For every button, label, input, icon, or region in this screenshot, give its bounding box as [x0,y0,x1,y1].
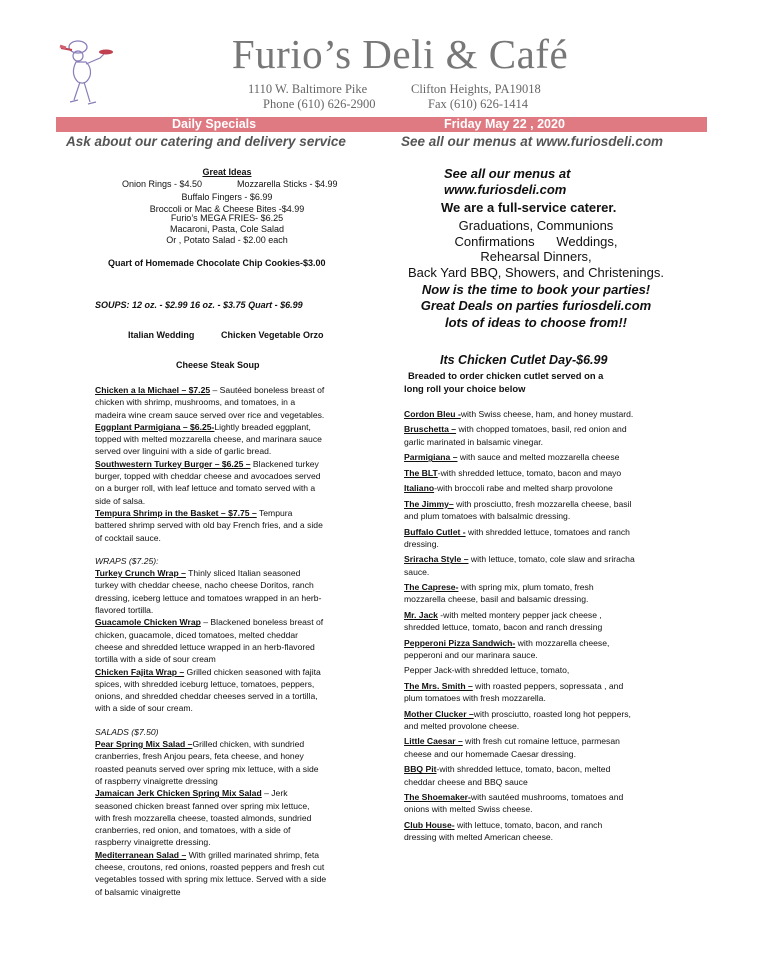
description-line [95,495,365,507]
item-text: plum tomatoes with fresh mozzarella. [404,693,546,704]
description-line [404,593,684,605]
cutlet-option [404,423,684,448]
restaurant-title: Furio’s Deli & Café [231,31,569,77]
item-name: Jamaican Jerk Chicken Spring Mix Salad [95,788,262,799]
item-text: with Swiss cheese, ham, and honey mustard. [460,409,634,419]
item-text: tortilla with a side of sour cream [95,654,216,665]
item-name: Guacamole Chicken Wrap [95,617,201,628]
promo-events-line: Back Yard BBQ, Showers, and Christenings. [407,265,665,280]
item-text: Grilled chicken, with sundried [192,739,305,750]
salad-item [95,849,365,898]
description-line [404,482,684,494]
item-name: The BLT [404,467,438,478]
item-text: with mozzarella cheese, [515,637,610,648]
description-line [95,445,365,457]
item-text: dressing with melted American cheese. [404,832,554,843]
wrap-item [95,567,365,616]
great-idea-line: Buffalo Fingers - $6.99 [181,192,273,202]
description-line [404,692,684,704]
item-text: side of salsa. [95,495,146,506]
item-text: cheese, croutons, red onions, roasted peppers and fresh cut [95,861,325,872]
item-text: with prosciutto, roasted long hot peppers, [473,708,631,719]
cutlet-option [404,553,684,578]
description-line [95,482,365,494]
item-name: The Caprese- [404,582,459,593]
item-text: -with shredded lettuce, tomato, bacon and mayo [437,467,622,478]
catering-note: Ask about our catering and delivery service [66,134,346,149]
item-name: Turkey Crunch Wrap – [95,568,186,579]
entree-item [95,421,365,458]
salad-item [95,787,365,848]
description-line [404,526,684,538]
item-text: with chopped tomatoes, basil, red onion and [456,424,627,435]
description-line [404,748,684,760]
cookies-price: Quart of Homemade Chocolate Chip Cookies-$3.00 [108,258,326,268]
promo-book-line: lots of ideas to choose from!! [444,315,627,330]
description-line [404,553,684,565]
description-line [404,408,684,420]
description-line [404,776,684,788]
promo-events-line: Graduations, Communions [458,218,614,233]
item-name: The Mrs. Smith – [404,680,473,691]
great-idea-line: Or , Potato Salad - $2.00 each [166,235,288,245]
description-line [404,708,684,720]
description-line [95,702,365,714]
description-line [404,436,684,448]
item-name: Cordon Bleu - [404,409,461,419]
item-text: dressing, iceberg lettuce and tomatoes wrapped in an herb- [95,592,322,603]
description-line [404,649,684,661]
description-line [95,653,365,665]
item-text: – Sautéed boneless breast of [210,385,325,395]
promo-caterer: We are a full-service caterer. [441,200,617,215]
item-text: sauce. [404,566,430,577]
item-text: on a burger roll, with leaf lettuce and tomato served with a [95,483,316,494]
cutlet-option [404,408,684,420]
item-text: topped with melted mozzarella cheese, and marinara sauce [95,434,322,445]
description-line [95,641,365,653]
description-line [404,467,684,479]
description-line [95,433,365,445]
item-text: with lettuce, tomato, cole slaw and sriracha [468,554,635,565]
item-text: of balsamic vinaigrette [95,886,181,897]
cutlet-option [404,467,684,479]
description-line [95,738,365,750]
description-line [404,735,684,747]
item-name: Mediterranean Salad – [95,849,187,860]
street-address: 1110 W. Baltimore Pike [248,82,368,96]
cutlet-option [404,451,684,463]
cutlet-option [404,791,684,816]
item-text: raspberry vinaigrette dressing. [95,837,211,848]
item-text: battered shrimp served with old bay French fries, and a side [95,520,323,531]
chef-logo-icon [56,38,126,108]
item-text: mozzarella cheese, basil and balsamic dressing. [404,594,589,605]
cutlet-option [404,708,684,733]
left-menu-column [95,384,365,898]
soup-prices: SOUPS: 12 oz. - $2.99 16 oz. - $3.75 Quart - $6.99 [95,300,303,310]
item-text: cheese and shredded lettuce wrapped in an herb-flavored [95,641,315,652]
description-line [95,421,365,433]
item-text: cranberries, fresh Anjou pears, feta cheese, and honey [95,751,304,762]
item-text: with sautéed mushrooms, tomatoes and [470,792,624,803]
description-line [404,621,684,633]
item-text: madeira wine cream sauce served over rice and vegetables. [95,409,325,420]
cutlet-option [404,581,684,606]
item-text: with roasted peppers, sopressata , and [472,680,624,691]
item-text: with prosciutto, fresh mozzarella cheese, basil [453,498,632,509]
description-line [95,579,365,591]
wrap-item [95,666,365,715]
item-text: garlic marinated in balsamic vinegar. [404,436,543,447]
description-line [404,498,684,510]
item-text: onions with melted Swiss cheese. [404,804,533,815]
item-text: roasted peanuts served over spring mix lettuce, with a side [95,763,319,774]
item-name: Parmigiana – [404,452,458,463]
item-text: with shredded lettuce, tomatoes and ranch [465,526,630,537]
description-line [404,609,684,621]
description-line [95,836,365,848]
item-text: chicken with shrimp, mushrooms, and tomatoes, in a [95,397,296,408]
item-name: Chicken Fajita Wrap – [95,666,185,677]
description-line [95,532,365,544]
item-text: spices, with shredded iceburg lettuce, tomatoes, peppers, [95,678,315,689]
item-name: Mother Clucker – [404,708,474,719]
description-line [95,812,365,824]
description-line [404,581,684,593]
great-idea-line: Broccoli or Mac & Cheese Bites -$4.99 [149,204,305,214]
description-line [95,787,365,799]
item-text: Thinly sliced Italian seasoned [185,568,301,579]
item-text: with a side of sour cream. [95,703,193,714]
item-name: Club House- [404,819,455,830]
description-line [95,873,365,885]
cutlet-sub: Breaded to order chicken cutlet served on a [408,370,604,381]
description-line [404,791,684,803]
item-text: and melted provolone cheese. [404,720,520,731]
item-text: With grilled marinated shrimp, feta [186,849,320,860]
great-idea-line: Macaroni, Pasta, Cole Salad [169,224,285,234]
item-name: Chicken a la Michael – $7.25 [95,385,211,395]
description-line [95,886,365,898]
description-line [95,861,365,873]
great-ideas-title: Great Ideas [202,167,252,177]
item-text: -with broccoli rabe and melted sharp provolone [434,483,613,494]
description-line [404,451,684,463]
promo-book-line: Now is the time to book your parties! [421,282,651,297]
description-line [95,690,365,702]
date-label: Friday May 22 , 2020 [444,117,565,131]
item-text: Pepper Jack-with shredded lettuce, tomato, [404,665,570,676]
item-text: seasoned chicken breast fanned over spring mix lettuce, [95,800,310,811]
soup-cheese-steak: Cheese Steak Soup [176,360,260,370]
item-text: flavored tortilla. [95,605,154,616]
description-line [404,566,684,578]
description-line [404,803,684,815]
promo-menus-line1: See all our menus at [444,166,571,181]
description-line [95,800,365,812]
cutlet-option [404,482,684,494]
cutlet-title: Its Chicken Cutlet Day-$6.99 [440,353,608,367]
item-name: Sriracha Style – [404,554,469,565]
description-line [95,616,365,628]
description-line [95,604,365,616]
promo-events-line: Confirmations Weddings, [454,234,618,249]
section-heading: SALADS ($7.50) [95,726,159,737]
item-text: – Jerk [261,788,288,799]
item-text: Blackened turkey [250,458,319,469]
promo-events-line: Rehearsal Dinners, [480,249,592,264]
description-line [95,824,365,836]
item-text: served over linguini with a side of garlic bread. [95,446,272,457]
item-text: Lightly breaded eggplant, [214,421,311,432]
item-text: with fresh mozzarella cheese, toasted almonds, sundried [95,812,312,823]
item-text: of cocktail sauce. [95,532,161,543]
item-name: The Jimmy– [404,498,454,509]
entree-item [95,384,365,421]
mozzarella-sticks-price: Mozzarella Sticks - $4.99 [237,179,338,189]
cutlet-options-list [404,408,684,847]
item-name: Mr. Jack [404,609,438,620]
item-name: Pear Spring Mix Salad – [95,739,193,750]
item-name: BBQ Pit [404,764,437,775]
item-text: -with shredded lettuce, tomato, bacon, melted [436,764,611,775]
phone-number: Phone (610) 626-2900 [263,97,376,111]
menus-note: See all our menus at www.furiosdeli.com [401,134,664,149]
description-line [404,538,684,550]
item-name: Southwestern Turkey Burger – $6.25 – [95,458,251,469]
description-line [404,680,684,692]
description-line [95,409,365,421]
item-text: cranberries, red onion, and tomatoes, with a side of [95,825,291,836]
item-name: Tempura Shrimp in the Basket – $7.75 – [95,507,257,518]
description-line [95,384,365,396]
description-line [404,831,684,843]
cutlet-option [404,498,684,523]
description-line [404,664,684,676]
description-line [404,510,684,522]
item-name: Pepperoni Pizza Sandwich- [404,637,516,648]
item-name: The Shoemaker- [404,792,471,803]
description-line [404,819,684,831]
item-text: cheese and our homemade Caesar dressing. [404,748,576,759]
item-text: burger, topped with cheddar cheese and avocadoes served [95,471,321,482]
description-line [404,637,684,649]
description-line [95,763,365,775]
item-name: Eggplant Parmigiana – $6.25- [95,421,215,432]
item-text: shredded lettuce, tomato, bacon and ranch dressing [404,622,603,633]
description-line [95,470,365,482]
specials-band [56,117,707,132]
item-text: with lettuce, tomato, bacon, and ranch [454,819,603,830]
promo-menus-line2: www.furiosdeli.com [444,182,567,197]
description-line [95,567,365,579]
item-text: pepperoni and our marinara sauce. [404,649,538,660]
description-line [95,666,365,678]
description-line [95,396,365,408]
description-line [95,507,365,519]
description-line [95,678,365,690]
salad-item [95,738,365,787]
cutlet-option [404,637,684,662]
entree-item [95,458,365,507]
item-text: dressing. [404,538,439,549]
wrap-item [95,616,365,665]
item-text: of raspberry vinaigrette dressing [95,775,218,786]
cutlet-sub: long roll your choice below [404,383,526,394]
item-text: and plum tomatoes with balsalmic dressing. [404,511,571,522]
item-text: with spring mix, plum tomato, fresh [458,582,594,593]
onion-rings-price: Onion Rings - $4.50 [122,179,203,189]
description-line [95,592,365,604]
promo-book-line: Great Deals on parties furiosdeli.com [420,298,652,313]
item-text: chicken, guacamole, diced tomatoes, melted cheddar [95,629,299,640]
description-line [95,849,365,861]
item-text: Tempura [256,507,293,518]
cutlet-option [404,819,684,844]
item-name: Little Caesar – [404,736,463,747]
description-line [95,775,365,787]
cutlet-option [404,609,684,634]
description-line [95,629,365,641]
description-line [404,720,684,732]
description-line [95,519,365,531]
item-text: turkey with cheddar cheese, nacho cheese Doritos, ranch [95,580,314,591]
item-text: Grilled chicken seasoned with fajita [184,666,321,677]
cutlet-option [404,680,684,705]
great-idea-line: Furio’s MEGA FRIES- $6.25 [170,213,284,223]
item-name: Buffalo Cutlet - [404,526,466,537]
description-line [95,458,365,470]
item-text: onions, and shredded cheddar cheeses served in a tortilla, [95,691,318,702]
item-text: cheddar cheese and BBQ sauce [404,776,528,787]
city-address: Clifton Heights, PA19018 [411,82,541,96]
daily-specials-label: Daily Specials [172,117,257,131]
description-line [404,763,684,775]
cutlet-option [404,526,684,551]
soup-chicken-orzo: Chicken Vegetable Orzo [221,330,324,340]
cutlet-option [404,664,684,676]
description-line [404,423,684,435]
item-name: Bruschetta – [404,424,457,435]
item-text: -with melted montery pepper jack cheese , [437,609,602,620]
section-heading: WRAPS ($7.25): [95,555,159,566]
cutlet-option [404,735,684,760]
soup-italian-wedding: Italian Wedding [128,330,195,340]
description-line [95,750,365,762]
item-text: with sauce and melted mozzarella cheese [457,452,620,463]
item-name: Italiano [404,483,435,494]
item-text: vegetables tossed with spring mix lettuce. Served with a side [95,874,327,885]
entree-item [95,507,365,544]
item-text: with fresh cut romaine lettuce, parmesan [462,736,620,747]
item-text: – Blackened boneless breast of [200,617,324,628]
cutlet-option [404,763,684,788]
fax-number: Fax (610) 626-1414 [428,97,528,111]
